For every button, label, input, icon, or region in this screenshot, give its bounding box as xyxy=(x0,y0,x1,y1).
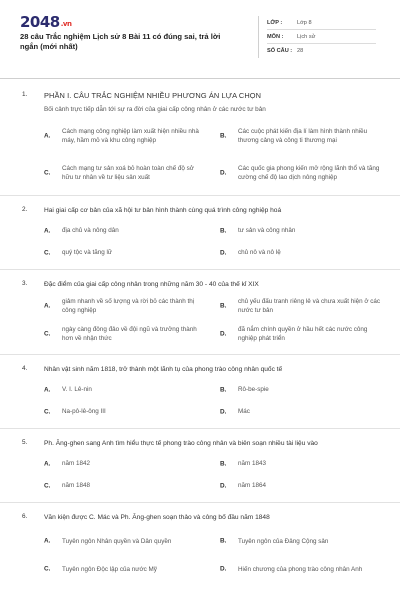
meta-value: Lịch sử xyxy=(297,33,316,40)
question-block xyxy=(20,91,382,187)
option-letter: A. xyxy=(44,386,51,393)
option-letter: C. xyxy=(44,330,51,338)
meta-value: Lớp 8 xyxy=(297,19,312,26)
answer-options xyxy=(44,296,382,344)
answer-option[interactable] xyxy=(220,385,382,394)
section-title: PHẦN I. CÂU TRẮC NGHIỆM NHIỀU PHƯƠNG ÁN LỰA CHỌN xyxy=(44,91,262,100)
question-divider xyxy=(0,354,400,355)
answer-options xyxy=(44,459,382,490)
option-letter: A. xyxy=(44,132,51,140)
option-text: Na-pô-lê-ông III xyxy=(62,408,106,415)
question-text: Hai giai cấp cơ bản của xã hội tư bản hình thành cùng quá trình công nghiệp hoá xyxy=(44,207,282,214)
option-letter: B. xyxy=(220,132,227,140)
option-text: chủ yếu đấu tranh riêng lẻ và chưa xuất hiện ở các nước tư bản xyxy=(238,298,381,314)
option-text: ngày càng đông đảo về đội ngũ và trưởng thành hơn về nhận thức xyxy=(62,326,197,342)
answer-option[interactable] xyxy=(44,385,206,394)
option-text: Tuyên ngôn Độc lập của nước Mỹ xyxy=(62,565,157,573)
option-text: Cách mạng tư sản xoá bỏ hoàn toàn chế độ sở hữu tư nhân về tư liệu sản xuất xyxy=(62,165,194,181)
option-letter: A. xyxy=(44,537,51,545)
question-text: Văn kiện được C. Mác và Ph. Ăng-ghen soạn thảo và công bố đầu năm 1848 xyxy=(44,514,270,521)
answer-option[interactable] xyxy=(44,159,206,187)
answer-option[interactable] xyxy=(44,324,206,344)
answer-option[interactable] xyxy=(220,481,382,490)
meta-label: SỐ CÂU : xyxy=(267,48,293,54)
question-block xyxy=(20,439,382,490)
option-letter: B. xyxy=(220,386,227,393)
question-block xyxy=(20,206,382,257)
meta-row-subject xyxy=(267,30,376,44)
answer-option[interactable] xyxy=(220,159,382,187)
answer-option[interactable] xyxy=(220,122,382,150)
option-letter: C. xyxy=(44,169,51,177)
option-letter: B. xyxy=(220,537,227,545)
option-text: Cách mạng công nghiệp làm xuất hiện nhiều nhà máy, hầm mỏ và khu công nghiệp xyxy=(62,128,199,144)
answer-option[interactable] xyxy=(220,559,382,579)
option-text: địa chủ và nông dân xyxy=(62,227,119,234)
option-letter: C. xyxy=(44,408,51,415)
question-text: Đặc điểm của giai cấp công nhân trong những năm 30 - 40 của thế kỉ XIX xyxy=(44,281,259,288)
question-text: Nhân vật sinh năm 1818, trở thành một lãnh tụ của phong trào công nhân quốc tế xyxy=(44,366,283,373)
answer-option[interactable] xyxy=(220,296,382,316)
answer-option[interactable] xyxy=(44,481,206,490)
option-text: Tuyên ngôn của Đảng Cộng sản xyxy=(238,537,329,545)
answer-option[interactable] xyxy=(44,459,206,468)
option-letter: C. xyxy=(44,249,51,256)
answer-options xyxy=(44,226,382,257)
option-letter: D. xyxy=(220,565,227,573)
question-number: 2. xyxy=(22,206,28,213)
answer-option[interactable] xyxy=(44,248,206,257)
answer-option[interactable] xyxy=(44,226,206,235)
question-block xyxy=(20,365,382,416)
option-text: năm 1843 xyxy=(238,460,267,467)
option-text: quý tộc và tăng lữ xyxy=(62,249,113,256)
header-divider xyxy=(0,78,400,79)
question-block xyxy=(20,280,382,344)
question-text: Ph. Ăng-ghen sang Anh tìm hiểu thực tế phong trào công nhân và biên soạn nhiều tài liệu vào xyxy=(44,440,318,447)
answer-options xyxy=(44,531,382,579)
question-divider xyxy=(0,502,400,503)
question-divider xyxy=(0,428,400,429)
option-text: Các cuộc phát kiến địa lí làm hình thành nhiều thương cảng và công ti thương mại xyxy=(238,128,368,144)
site-logo[interactable]: 2048.vn xyxy=(20,13,72,31)
meta-row-count xyxy=(267,44,376,58)
answer-option[interactable] xyxy=(44,531,206,551)
question-number: 6. xyxy=(22,513,28,520)
option-letter: D. xyxy=(220,169,227,177)
answer-option[interactable] xyxy=(44,296,206,316)
option-letter: D. xyxy=(220,330,227,338)
question-number: 3. xyxy=(22,280,28,287)
question-number: 4. xyxy=(22,365,28,372)
meta-label: LỚP : xyxy=(267,19,283,26)
answer-option[interactable] xyxy=(220,324,382,344)
answer-option[interactable] xyxy=(220,248,382,257)
option-letter: A. xyxy=(44,460,51,467)
question-number: 1. xyxy=(22,91,28,98)
option-letter: B. xyxy=(220,302,227,310)
option-text: Các quốc gia phong kiến mở rộng lãnh thổ và tăng cường chế độ lao dịch nông nghiệp xyxy=(238,165,380,181)
option-text: Rô-be-spie xyxy=(238,386,269,393)
option-text: tư sản và công nhân xyxy=(238,227,296,234)
page-header xyxy=(20,14,382,68)
answer-option[interactable] xyxy=(44,407,206,416)
option-letter: A. xyxy=(44,302,51,310)
question-divider xyxy=(0,269,400,270)
option-text: giảm nhanh về số lượng và rời bỏ các thành thị công nghiệp xyxy=(62,298,195,314)
option-text: Tuyên ngôn Nhân quyền và Dân quyền xyxy=(62,537,172,545)
option-text: năm 1842 xyxy=(62,460,91,467)
question-number: 5. xyxy=(22,439,28,446)
option-letter: B. xyxy=(220,460,227,467)
meta-label: MÔN : xyxy=(267,33,284,40)
question-block xyxy=(20,513,382,579)
answer-option[interactable] xyxy=(44,122,206,150)
quiz-meta-table xyxy=(258,16,376,58)
answer-options xyxy=(44,122,382,187)
answer-option[interactable] xyxy=(220,407,382,416)
meta-value: 28 xyxy=(297,48,304,54)
option-letter: D. xyxy=(220,249,227,256)
question-text: Bối cảnh trực tiếp dẫn tới sự ra đời của giai cấp công nhân ở các nước tư bản xyxy=(44,106,266,113)
answer-option[interactable] xyxy=(220,531,382,551)
option-letter: B. xyxy=(220,227,227,234)
answer-option[interactable] xyxy=(220,226,382,235)
option-letter: D. xyxy=(220,408,227,415)
option-text: Mác xyxy=(238,408,250,415)
option-text: năm 1848 xyxy=(62,482,91,489)
meta-row-class xyxy=(267,16,376,30)
option-letter: C. xyxy=(44,565,51,573)
option-letter: C. xyxy=(44,482,51,489)
option-text: Hiến chương của phong trào công nhân Anh xyxy=(238,565,363,573)
option-text: năm 1864 xyxy=(238,482,267,489)
option-letter: A. xyxy=(44,227,51,234)
option-text: V. I. Lê-nin xyxy=(62,386,92,393)
answer-option[interactable] xyxy=(44,559,206,579)
answer-options xyxy=(44,385,382,416)
answer-option[interactable] xyxy=(220,459,382,468)
option-text: chủ nô và nô lệ xyxy=(238,249,281,256)
question-divider xyxy=(0,195,400,196)
page-title: 28 câu Trắc nghiệm Lịch sử 8 Bài 11 có đúng sai, trả lời ngắn (mới nhất) xyxy=(20,32,221,51)
option-text: đã nắm chính quyền ở hầu hết các nước công nghiệp phát triển xyxy=(238,326,368,342)
option-letter: D. xyxy=(220,482,227,489)
